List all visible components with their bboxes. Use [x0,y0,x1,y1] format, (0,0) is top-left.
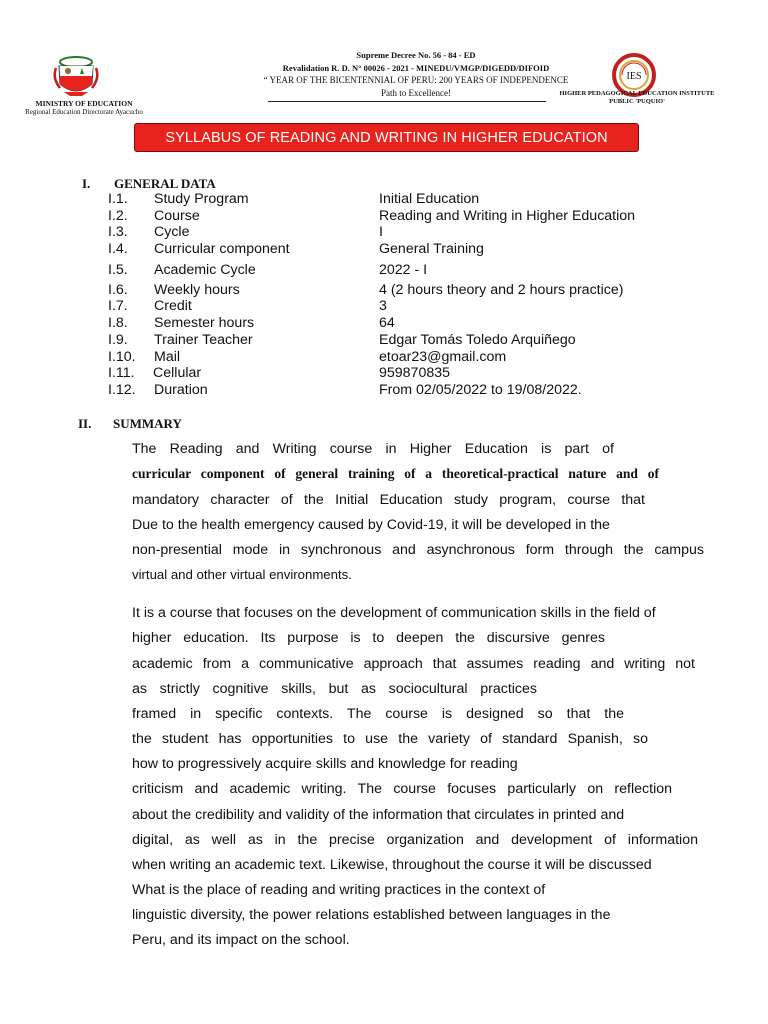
summary-line: as strictly cognitive skills, but as sociocultural practices [132,681,537,697]
ministry-name: MINISTRY OF EDUCATION [35,99,133,108]
general-data-row: I.6. Weekly hours 4 (2 hours theory and 2 hours practice) [108,282,624,298]
summary-line: virtual and other virtual environments. [132,567,352,582]
header-divider [268,101,546,102]
bicentennial-line: “ YEAR OF THE BICENTENNIAL OF PERU: 200 YEARS OF INDEPENDENCE [263,75,569,85]
institute-name: HIGHER PEDAGOGICAL EDUCATION INSTITUTE [559,90,715,97]
summary-line: Due to the health emergency caused by Covid-19, it will be developed in the [132,517,610,533]
general-data-row: I.10. Mail etoar23@gmail.com [108,349,507,365]
ministry-caption [14,100,154,116]
section-title: GENERAL DATA [114,176,216,191]
svg-text:IES: IES [626,71,642,82]
summary-line: What is the place of reading and writing practices in the context of [132,882,546,898]
summary-line: Peru, and its impact on the school. [132,932,350,948]
institute-public-name: PUBLIC 'PUQUIO' [609,97,665,105]
general-data-row: I.1. Study Program Initial Education [108,191,480,207]
section-title: SUMMARY [113,416,182,431]
institute-caption [556,90,718,105]
section-summary-heading [78,416,378,432]
regional-directorate: Regional Education Directorate Ayacucho [25,108,143,116]
motto-line: Path to Excellence! [381,87,451,98]
general-data-row: I.8. Semester hours 64 [108,315,395,331]
section-general-data-heading [82,176,382,192]
summary-line: linguistic diversity, the power relations established between languages in the [132,907,611,923]
summary-line: the student has opportunities to use the variety of standard Spanish, so [132,731,648,747]
summary-line: about the credibility and validity of the information that circulates in printed and [132,807,625,823]
summary-line: higher education. Its purpose is to deepen the discursive genres [132,630,605,646]
general-data-row: I.5. Academic Cycle 2022 - I [108,262,428,278]
general-data-row: I.2. Course Reading and Writing in Higher Education [108,208,636,224]
summary-line: curricular component of general training of a theoretical-practical nature and of [132,466,659,481]
general-data-row: I.3. Cycle I [108,224,383,240]
summary-line: academic from a communicative approach that assumes reading and writing not [132,656,695,672]
summary-line: The Reading and Writing course in Higher Education is part of [132,441,614,457]
general-data-row: I.12. Duration From 02/05/2022 to 19/08/2022. [108,382,582,398]
summary-line: non-presential mode in synchronous and asynchronous form through the campus [132,542,704,558]
section-number: I. [82,176,91,191]
general-data-row: I.7. Credit 3 [108,298,387,314]
section-number: II. [78,416,92,431]
general-data-row: I.9. Trainer Teacher Edgar Tomás Toledo Arquiñego [108,332,576,348]
summary-line: criticism and academic writing. The course focuses particularly on reflection [132,781,672,797]
syllabus-title-banner [134,123,639,152]
header-center-text [228,49,604,99]
summary-line: mandatory character of the Initial Education study program, course that [132,492,645,508]
general-data-row: I.11. Cellular 959870835 [108,365,451,381]
summary-line: digital, as well as in the precise organization and development of information [132,832,698,848]
summary-line: when writing an academic text. Likewise, throughout the course it will be discussed [132,857,652,873]
summary-line: It is a course that focuses on the development of communication skills in the field of [132,605,656,621]
syllabus-title: SYLLABUS OF READING AND WRITING IN HIGHER EDUCATION [165,129,608,146]
revalidation-line: Revalidation R. D. N° 00026 - 2021 - MINEDU/VMGP/DIGEDD/DIFOID [282,62,550,73]
peru-coat-of-arms-logo [52,52,100,102]
supreme-decree: Supreme Decree No. 56 - 84 - ED [356,50,476,60]
general-data-row: I.4. Curricular component General Training [108,241,484,257]
summary-line: framed in specific contexts. The course is designed so that the [132,706,624,722]
summary-line: how to progressively acquire skills and knowledge for reading [132,756,518,772]
